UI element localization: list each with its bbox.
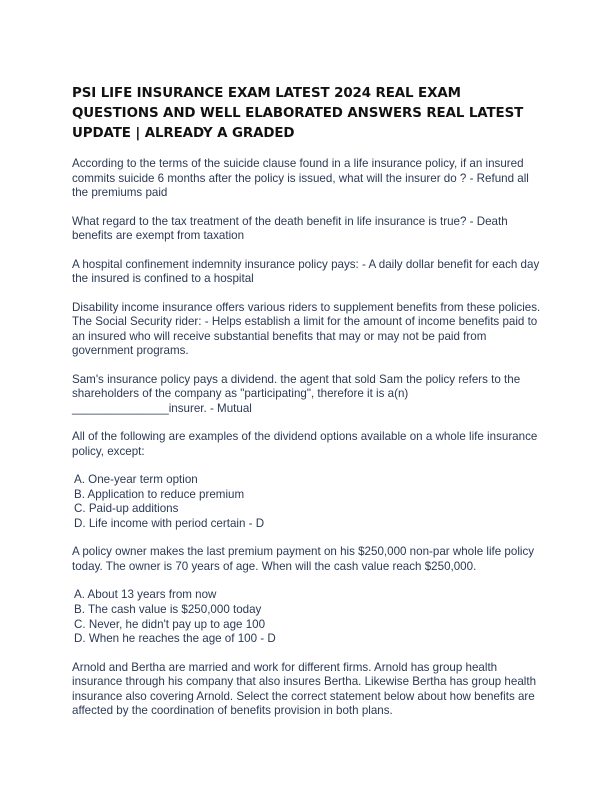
answer-option: A. One-year term option bbox=[74, 473, 198, 487]
question-paragraph: A policy owner makes the last premium payment on his $250,000 non-par whole life policy today. The owner is 70 years of age. When will the cash value reach $250,000. bbox=[72, 545, 535, 574]
answer-option: C. Never, he didn't pay up to age 100 bbox=[74, 617, 266, 631]
question-paragraph: According to the terms of the suicide clause found in a life insurance policy, if an insured commits suicide 6 months after the policy is issued, what will the insurer do ? - Refund all the premiums paid bbox=[72, 157, 529, 200]
question-paragraph: What regard to the tax treatment of the death benefit in life insurance is true? - Death benefits are exempt from taxation bbox=[72, 214, 508, 243]
answer-option: A. About 13 years from now bbox=[74, 588, 217, 602]
question-paragraph: Sam's insurance policy pays a dividend. the agent that sold Sam the policy refers to the shareholders of the company as "participating", therefore it is a(n) _______________insurer. - Mutual bbox=[72, 372, 521, 415]
answer-option: B. Application to reduce premium bbox=[74, 487, 245, 501]
answer-option: C. Paid-up additions bbox=[74, 502, 179, 516]
answer-option: B. The cash value is $250,000 today bbox=[74, 603, 262, 617]
question-paragraph: Disability income insurance offers various riders to supplement benefits from these policies. The Social Security rider: - Helps establish a limit for the amount of income benefits paid to an insured who will receive substantial benefits that may or may not be paid from government programs. bbox=[72, 300, 541, 358]
question-paragraph: Arnold and Bertha are married and work for different firms. Arnold has group health insurance through his company that also insures Bertha. Likewise Bertha has group health insurance also covering Arnold. Select the correct statement below about how benefits are affected by the coordination of benefits provision in both plans. bbox=[72, 660, 537, 718]
answer-options-list bbox=[74, 588, 542, 646]
document-title: PSI LIFE INSURANCE EXAM LATEST 2024 REAL EXAM QUESTIONS AND WELL ELABORATED ANSWERS REAL LATEST UPDATE | ALREADY A GRADED bbox=[72, 86, 524, 141]
document-body bbox=[72, 157, 542, 733]
answer-option: D. Life income with period certain - D bbox=[74, 517, 265, 531]
answer-option: D. When he reaches the age of 100 - D bbox=[74, 632, 276, 646]
question-paragraph: All of the following are examples of the dividend options available on a whole life insurance policy, except: bbox=[72, 430, 538, 458]
answer-options-list bbox=[74, 473, 542, 531]
question-paragraph: A hospital confinement indemnity insurance policy pays: - A daily dollar benefit for each day the insured is confined to a hospital bbox=[72, 257, 540, 286]
